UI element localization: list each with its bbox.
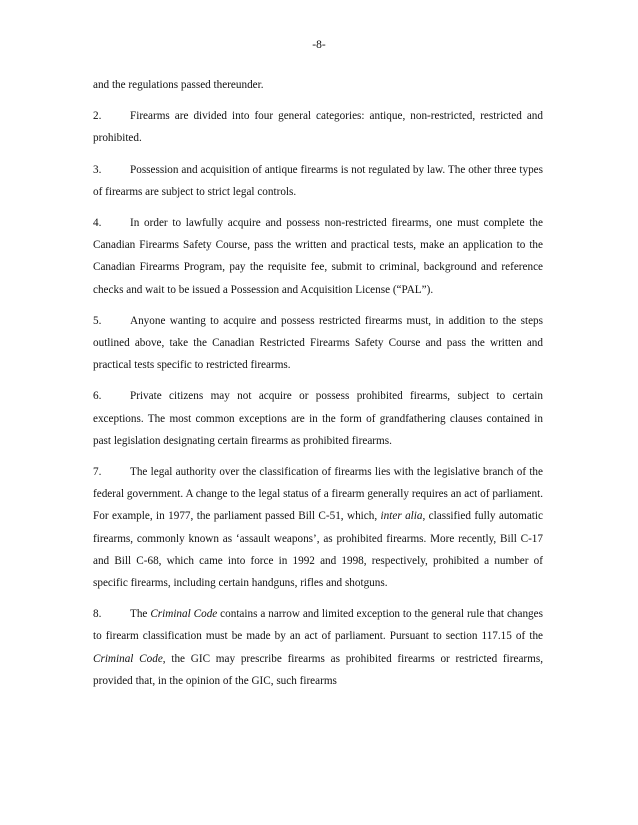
italic-phrase: Criminal Code [93,652,163,665]
paragraph-text-part: , classified fully automatic firearms, commonly known as ‘assault weapons’, as prohibited firearms. More recently, Bill C-17 and Bill C-68, which came into force in 1992 and 1998, respectively, prohibited a number of specific firearms, including certain handguns, rifles and shotguns. [93,510,543,590]
paragraph-3 [93,159,543,203]
paragraph-5 [93,310,543,377]
paragraph-text: In order to lawfully acquire and possess non-restricted firearms, one must complete the Canadian Firearms Safety Course, pass the written and practical tests, make an application to the Canadian Firearms Program, pay the requisite fee, submit to criminal, background and reference checks and wait to be issued a Possession and Acquisition License (“PAL”). [93,217,543,296]
paragraph-number: 8. [93,608,102,621]
paragraph-2 [93,105,543,149]
paragraph-4 [93,212,543,301]
paragraph-6 [93,385,543,452]
paragraph-number: 5. [93,314,102,327]
paragraph-text-part: The [130,608,151,621]
paragraph-text-part: contains a narrow and limited exception to the general rule that changes to firearm classification must be made by an act of parliament. Pursuant to section 117.15 of the [93,608,543,643]
paragraph-text: and the regulations passed thereunder. [93,79,264,91]
paragraph-number: 6. [93,390,102,403]
paragraph-number: 2. [93,110,102,123]
paragraph-text-part: , the GIC may prescribe firearms as prohibited firearms or restricted firearms, provided that, in the opinion of the GIC, such firearms [93,652,543,687]
paragraph-number: 4. [93,217,102,230]
document-body [93,74,543,701]
paragraph-text: Private citizens may not acquire or possess prohibited firearms, subject to certain exceptions. The most common exceptions are in the form of grandfathering clauses contained in past legislation designating certain firearms as prohibited firearms. [93,390,543,447]
paragraph-number: 3. [93,163,102,176]
paragraph-continuation [93,74,543,96]
paragraph-text: Firearms are divided into four general categories: antique, non-restricted, restricted and prohibited. [93,110,543,145]
paragraph-text: Possession and acquisition of antique firearms is not regulated by law. The other three types of firearms are subject to strict legal controls. [93,163,543,198]
paragraph-number: 7. [93,466,102,479]
page-number: -8- [312,39,326,51]
paragraph-7 [93,461,543,594]
paragraph-text: Anyone wanting to acquire and possess restricted firearms must, in addition to the steps outlined above, take the Canadian Restricted Firearms Safety Course and pass the written and practical tests specific to restricted firearms. [93,314,543,372]
italic-phrase: inter alia [380,510,423,523]
paragraph-8 [93,603,543,692]
italic-phrase: Criminal Code [150,608,218,621]
paragraph-text-part: The legal authority over the classification of firearms lies with the legislative branch of the federal government. A change to the legal status of a firearm generally requires an act of parliament. For example, in 1977, the parliament passed Bill C-51, which, [93,466,543,523]
